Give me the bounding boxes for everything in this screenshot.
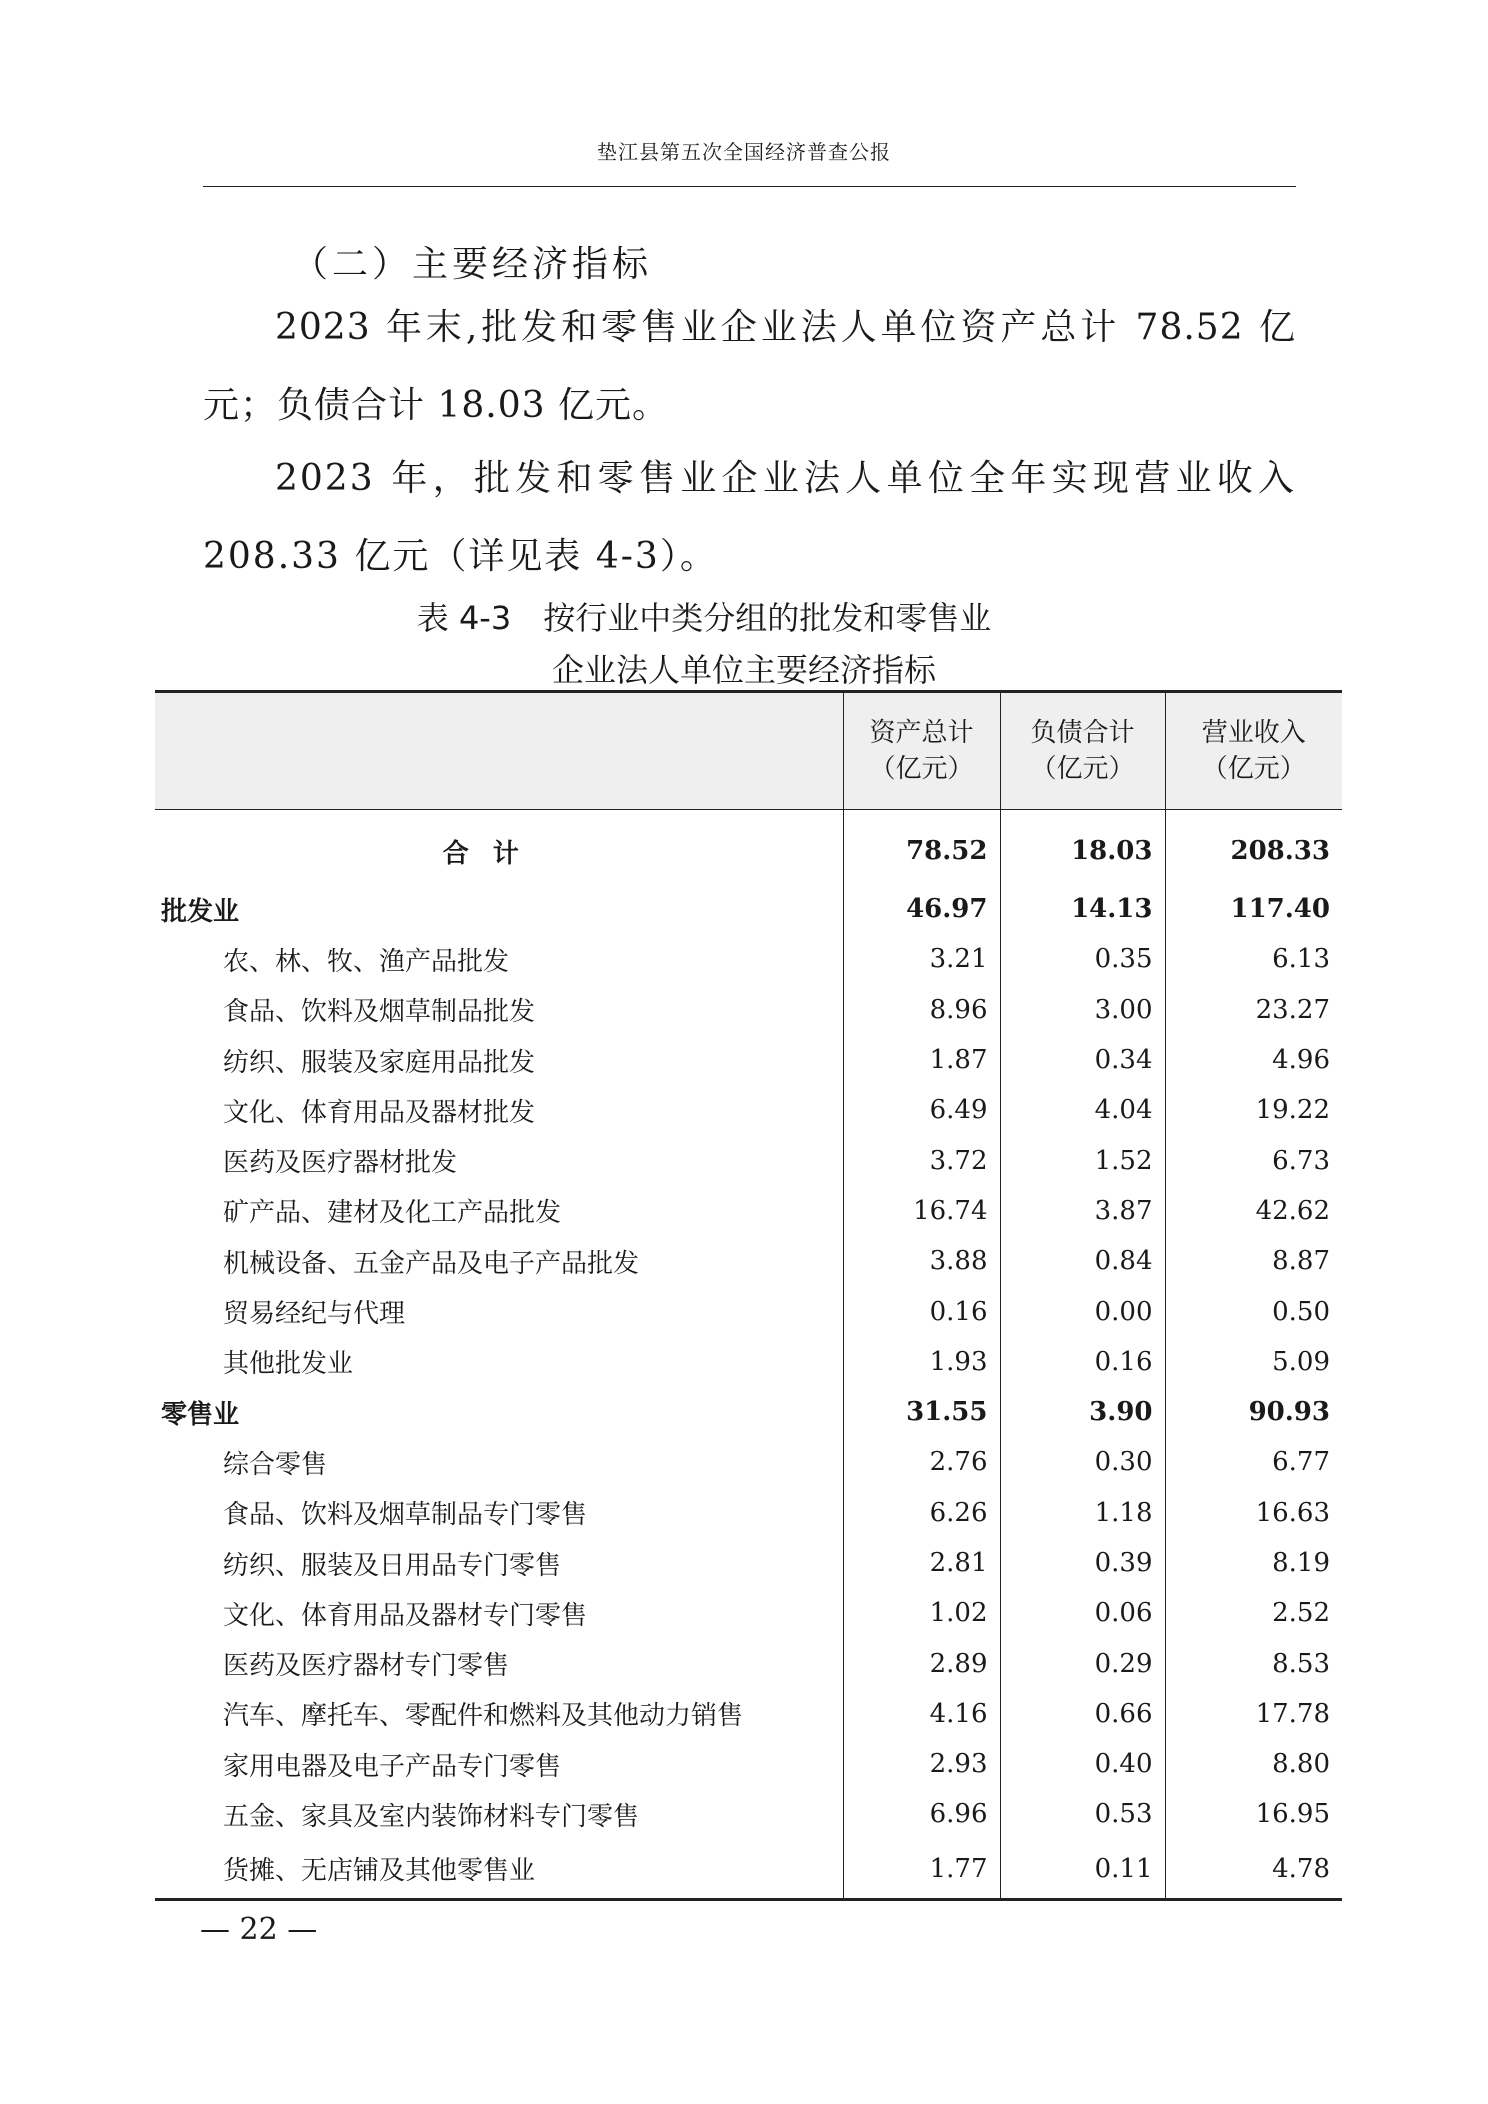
row-label: 货摊、无店铺及其他零售业	[155, 1840, 843, 1900]
liabilities-value: 3.00	[1000, 985, 1165, 1035]
table-row	[155, 1085, 1342, 1135]
revenue-value: 19.22	[1165, 1085, 1342, 1135]
header-liabilities	[1000, 692, 1165, 810]
row-label: 批发业	[161, 896, 240, 927]
assets-value: 1.87	[843, 1035, 1000, 1085]
revenue-value: 8.53	[1165, 1638, 1342, 1688]
header-assets-name: 资产总计	[869, 718, 974, 748]
row-label: 家用电器及电子产品专门零售	[223, 1751, 562, 1782]
row-label: 纺织、服装及家庭用品批发	[223, 1047, 536, 1078]
revenue-value: 16.95	[1165, 1789, 1342, 1839]
liabilities-value: 4.04	[1000, 1085, 1165, 1135]
table-header-row	[155, 692, 1342, 810]
assets-value: 4.16	[843, 1689, 1000, 1739]
table-row	[155, 1538, 1342, 1588]
table-row	[155, 1638, 1342, 1688]
revenue-value: 4.78	[1165, 1840, 1342, 1900]
liabilities-value: 0.35	[1000, 934, 1165, 984]
revenue-value: 42.62	[1165, 1186, 1342, 1236]
table-title-line2: 企业法人单位主要经济指标	[551, 651, 936, 689]
table-row	[155, 1236, 1342, 1286]
header-liabilities-name: 负债合计	[1030, 718, 1135, 748]
revenue-value: 6.77	[1165, 1437, 1342, 1487]
table-row	[155, 1286, 1342, 1336]
liabilities-value: 0.39	[1000, 1538, 1165, 1588]
table-row	[155, 1689, 1342, 1739]
paragraph-revenue: 2023 年，批发和零售业企业法人单位全年实现营业收入 208.33 亿元（详见表 4-3）。	[203, 458, 1296, 577]
liabilities-value: 0.40	[1000, 1739, 1165, 1789]
indicator-table	[155, 690, 1342, 1901]
revenue-value: 117.40	[1165, 884, 1342, 934]
row-label: 汽车、摩托车、零配件和燃料及其他动力销售	[223, 1701, 744, 1732]
row-label: 综合零售	[223, 1449, 328, 1480]
row-label: 医药及医疗器材专门零售	[223, 1651, 510, 1682]
table-row	[155, 1588, 1342, 1638]
row-label: 矿产品、建材及化工产品批发	[223, 1198, 562, 1229]
row-label: 农、林、牧、渔产品批发	[223, 946, 510, 977]
revenue-value: 8.80	[1165, 1739, 1342, 1789]
table-row	[155, 1488, 1342, 1538]
assets-value: 31.55	[843, 1387, 1000, 1437]
table-row	[155, 1186, 1342, 1236]
assets-value: 3.88	[843, 1236, 1000, 1286]
liabilities-value: 0.66	[1000, 1689, 1165, 1739]
revenue-value: 8.87	[1165, 1236, 1342, 1286]
revenue-value: 2.52	[1165, 1588, 1342, 1638]
liabilities-value: 14.13	[1000, 884, 1165, 934]
section-title: （二）主要经济指标	[292, 244, 653, 285]
table-row	[155, 1337, 1342, 1387]
liabilities-value: 0.29	[1000, 1638, 1165, 1688]
revenue-value: 6.73	[1165, 1135, 1342, 1185]
liabilities-value: 1.18	[1000, 1488, 1165, 1538]
liabilities-value: 0.84	[1000, 1236, 1165, 1286]
revenue-value: 4.96	[1165, 1035, 1342, 1085]
row-label: 其他批发业	[223, 1349, 354, 1380]
running-header: 垫江县第五次全国经济普查公报	[597, 140, 891, 164]
table-row	[155, 985, 1342, 1035]
revenue-value: 6.13	[1165, 934, 1342, 984]
liabilities-value: 0.11	[1000, 1840, 1165, 1900]
assets-value: 2.81	[843, 1538, 1000, 1588]
assets-value: 46.97	[843, 884, 1000, 934]
table-row	[155, 1135, 1342, 1185]
header-blank-cell	[155, 692, 843, 810]
assets-value: 3.72	[843, 1135, 1000, 1185]
liabilities-value: 0.53	[1000, 1789, 1165, 1839]
revenue-value: 5.09	[1165, 1337, 1342, 1387]
header-rule	[203, 186, 1296, 187]
header-revenue-unit: （亿元）	[1201, 754, 1306, 784]
page-number: — 22 —	[200, 1912, 318, 1947]
liabilities-value: 0.34	[1000, 1035, 1165, 1085]
row-label: 贸易经纪与代理	[223, 1299, 406, 1330]
assets-value: 0.16	[843, 1286, 1000, 1336]
table-title-line1: 表 4-3 按行业中类分组的批发和零售业	[416, 599, 992, 637]
row-label: 文化、体育用品及器材批发	[223, 1097, 536, 1128]
assets-value: 16.74	[843, 1186, 1000, 1236]
liabilities-value: 3.90	[1000, 1387, 1165, 1437]
assets-value: 78.52	[843, 810, 1000, 885]
table-row	[155, 1387, 1342, 1437]
table-row	[155, 1789, 1342, 1839]
table-row	[155, 1840, 1342, 1900]
revenue-value: 23.27	[1165, 985, 1342, 1035]
assets-value: 6.49	[843, 1085, 1000, 1135]
row-label: 文化、体育用品及器材专门零售	[223, 1600, 588, 1631]
assets-value: 1.02	[843, 1588, 1000, 1638]
revenue-value: 0.50	[1165, 1286, 1342, 1336]
table-body	[155, 810, 1342, 1900]
assets-value: 6.96	[843, 1789, 1000, 1839]
liabilities-value: 0.30	[1000, 1437, 1165, 1487]
header-assets-unit: （亿元）	[869, 754, 974, 784]
assets-value: 2.93	[843, 1739, 1000, 1789]
revenue-value: 90.93	[1165, 1387, 1342, 1437]
assets-value: 1.77	[843, 1840, 1000, 1900]
header-liabilities-unit: （亿元）	[1030, 754, 1135, 784]
assets-value: 6.26	[843, 1488, 1000, 1538]
assets-value: 2.89	[843, 1638, 1000, 1688]
paragraph-assets-liabilities: 2023 年末,批发和零售业企业法人单位资产总计 78.52 亿元；负债合计 18.03 亿元。	[203, 307, 1296, 426]
row-label: 零售业	[161, 1399, 240, 1430]
table-row	[155, 884, 1342, 934]
revenue-value: 8.19	[1165, 1538, 1342, 1588]
assets-value: 2.76	[843, 1437, 1000, 1487]
header-assets	[843, 692, 1000, 810]
assets-value: 1.93	[843, 1337, 1000, 1387]
row-label: 纺织、服装及日用品专门零售	[223, 1550, 562, 1581]
table-row	[155, 1437, 1342, 1487]
revenue-value: 17.78	[1165, 1689, 1342, 1739]
header-revenue-name: 营业收入	[1201, 718, 1306, 748]
assets-value: 8.96	[843, 985, 1000, 1035]
liabilities-value: 18.03	[1000, 810, 1165, 885]
revenue-value: 16.63	[1165, 1488, 1342, 1538]
row-label: 合计	[442, 838, 543, 869]
table-row	[155, 1035, 1342, 1085]
row-label: 医药及医疗器材批发	[223, 1148, 458, 1179]
liabilities-value: 1.52	[1000, 1135, 1165, 1185]
liabilities-value: 0.06	[1000, 1588, 1165, 1638]
liabilities-value: 0.00	[1000, 1286, 1165, 1336]
row-label: 五金、家具及室内装饰材料专门零售	[223, 1801, 640, 1832]
header-revenue	[1165, 692, 1342, 810]
assets-value: 3.21	[843, 934, 1000, 984]
revenue-value: 208.33	[1165, 810, 1342, 885]
table-row	[155, 934, 1342, 984]
row-label: 食品、饮料及烟草制品专门零售	[223, 1500, 588, 1531]
table-row	[155, 810, 1342, 885]
liabilities-value: 0.16	[1000, 1337, 1165, 1387]
row-label: 食品、饮料及烟草制品批发	[223, 997, 536, 1028]
table-row	[155, 1739, 1342, 1789]
row-label: 机械设备、五金产品及电子产品批发	[223, 1248, 640, 1279]
liabilities-value: 3.87	[1000, 1186, 1165, 1236]
